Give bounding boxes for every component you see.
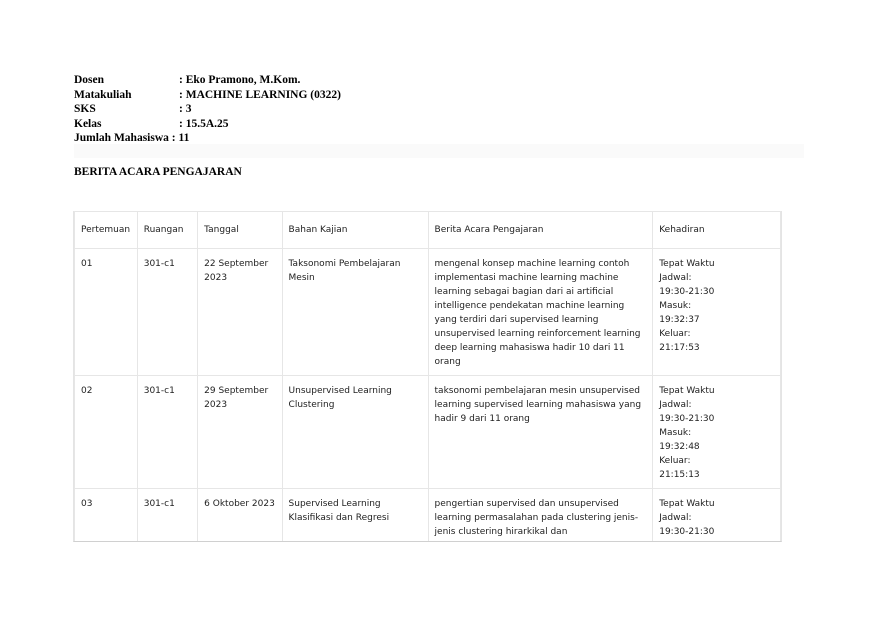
attendance-schedule-label: Jadwal: [659,400,692,410]
header-pertemuan: Pertemuan [75,212,138,249]
meta-row-sks [74,102,341,117]
header-tanggal: Tanggal [198,212,282,249]
cell-bahan-kajian: Unsupervised Learning Clustering [282,376,428,489]
meta-label: Dosen [74,74,105,86]
cell-tanggal: 29 September 2023 [198,376,282,489]
attendance-out-time: 21:15:13 [659,470,700,480]
meta-separator: : [179,103,186,115]
attendance-schedule-time: 19:30-21:30 [659,527,715,537]
cell-ruangan: 301-c1 [137,249,197,376]
attendance-in-label: Masuk: [659,301,692,311]
table-header-row [75,212,781,249]
meta-row-dosen [74,73,341,88]
cell-tanggal: 22 September 2023 [198,249,282,376]
attendance-out-label: Keluar: [659,456,691,466]
cell-berita-acara: mengenal konsep machine learning contoh implementasi machine learning machine learning sebagai bagian dari ai artificial intelligence pendekatan machine learning yang terdiri dari supervised learning unsupervised learning reinforcement learning deep learning mahasiswa hadir 10 dari 11 orang [428,249,653,376]
teaching-log-table-container [73,211,782,542]
meta-value: 11 [178,132,190,144]
meta-row-matakuliah [74,88,341,103]
cell-kehadiran [653,249,781,376]
cell-bahan-kajian: Taksonomi Pembelajaran Mesin [282,249,428,376]
meta-value: 3 [185,103,192,115]
table-row [75,489,781,543]
meta-separator: : [179,88,186,101]
meta-divider-band [74,144,804,158]
meta-value: Eko Pramono, M.Kom. [185,74,301,86]
attendance-schedule-time: 19:30-21:30 [659,414,715,424]
attendance-out-time: 21:17:53 [659,343,700,353]
meta-label: SKS [74,103,96,115]
cell-pertemuan: 01 [75,249,138,376]
meta-separator: : [168,132,179,144]
attendance-in-label: Masuk: [659,428,692,438]
meta-value: 15.5A.25 [185,117,229,130]
cell-bahan-kajian: Supervised Learning Klasifikasi dan Regresi [282,489,428,543]
cell-pertemuan: 02 [75,376,138,489]
cell-ruangan: 301-c1 [137,489,197,543]
attendance-schedule-label: Jadwal: [659,513,692,523]
attendance-schedule-time: 19:30-21:30 [659,287,715,297]
meta-label: Matakuliah [74,88,132,101]
table-row [75,376,781,489]
header-berita-acara: Berita Acara Pengajaran [428,212,653,249]
meta-row-kelas [74,117,341,132]
cell-berita-acara: taksonomi pembelajaran mesin unsupervised learning supervised learning mahasiswa yang hadir 9 dari 11 orang [428,376,653,489]
meta-label: Jumlah Mahasiswa [74,132,169,144]
header-ruangan: Ruangan [137,212,197,249]
attendance-schedule-label: Jadwal: [659,273,692,283]
cell-ruangan: 301-c1 [137,376,197,489]
meta-label: Kelas [74,117,102,130]
course-info [74,73,341,146]
teaching-log-table [74,211,781,542]
meta-separator: : [179,117,186,130]
attendance-in-time: 19:32:37 [659,315,700,325]
attendance-status: Tepat Waktu [659,259,715,269]
meta-value: MACHINE LEARNING (0322) [185,88,341,101]
cell-pertemuan: 03 [75,489,138,543]
attendance-in-time: 19:32:48 [659,442,700,452]
header-kehadiran: Kehadiran [653,212,781,249]
cell-kehadiran [653,489,781,543]
cell-berita-acara: pengertian supervised dan unsupervised learning permasalahan pada clustering jenis-jenis clustering hirarkikal dan [428,489,653,543]
header-bahan-kajian: Bahan Kajian [282,212,428,249]
cell-kehadiran [653,376,781,489]
attendance-out-label: Keluar: [659,329,691,339]
attendance-status: Tepat Waktu [659,386,715,396]
meta-separator: : [179,74,186,86]
table-row [75,249,781,376]
attendance-status: Tepat Waktu [659,499,715,509]
cell-tanggal: 6 Oktober 2023 [198,489,282,543]
page-title: BERITA ACARA PENGAJARAN [74,166,242,178]
